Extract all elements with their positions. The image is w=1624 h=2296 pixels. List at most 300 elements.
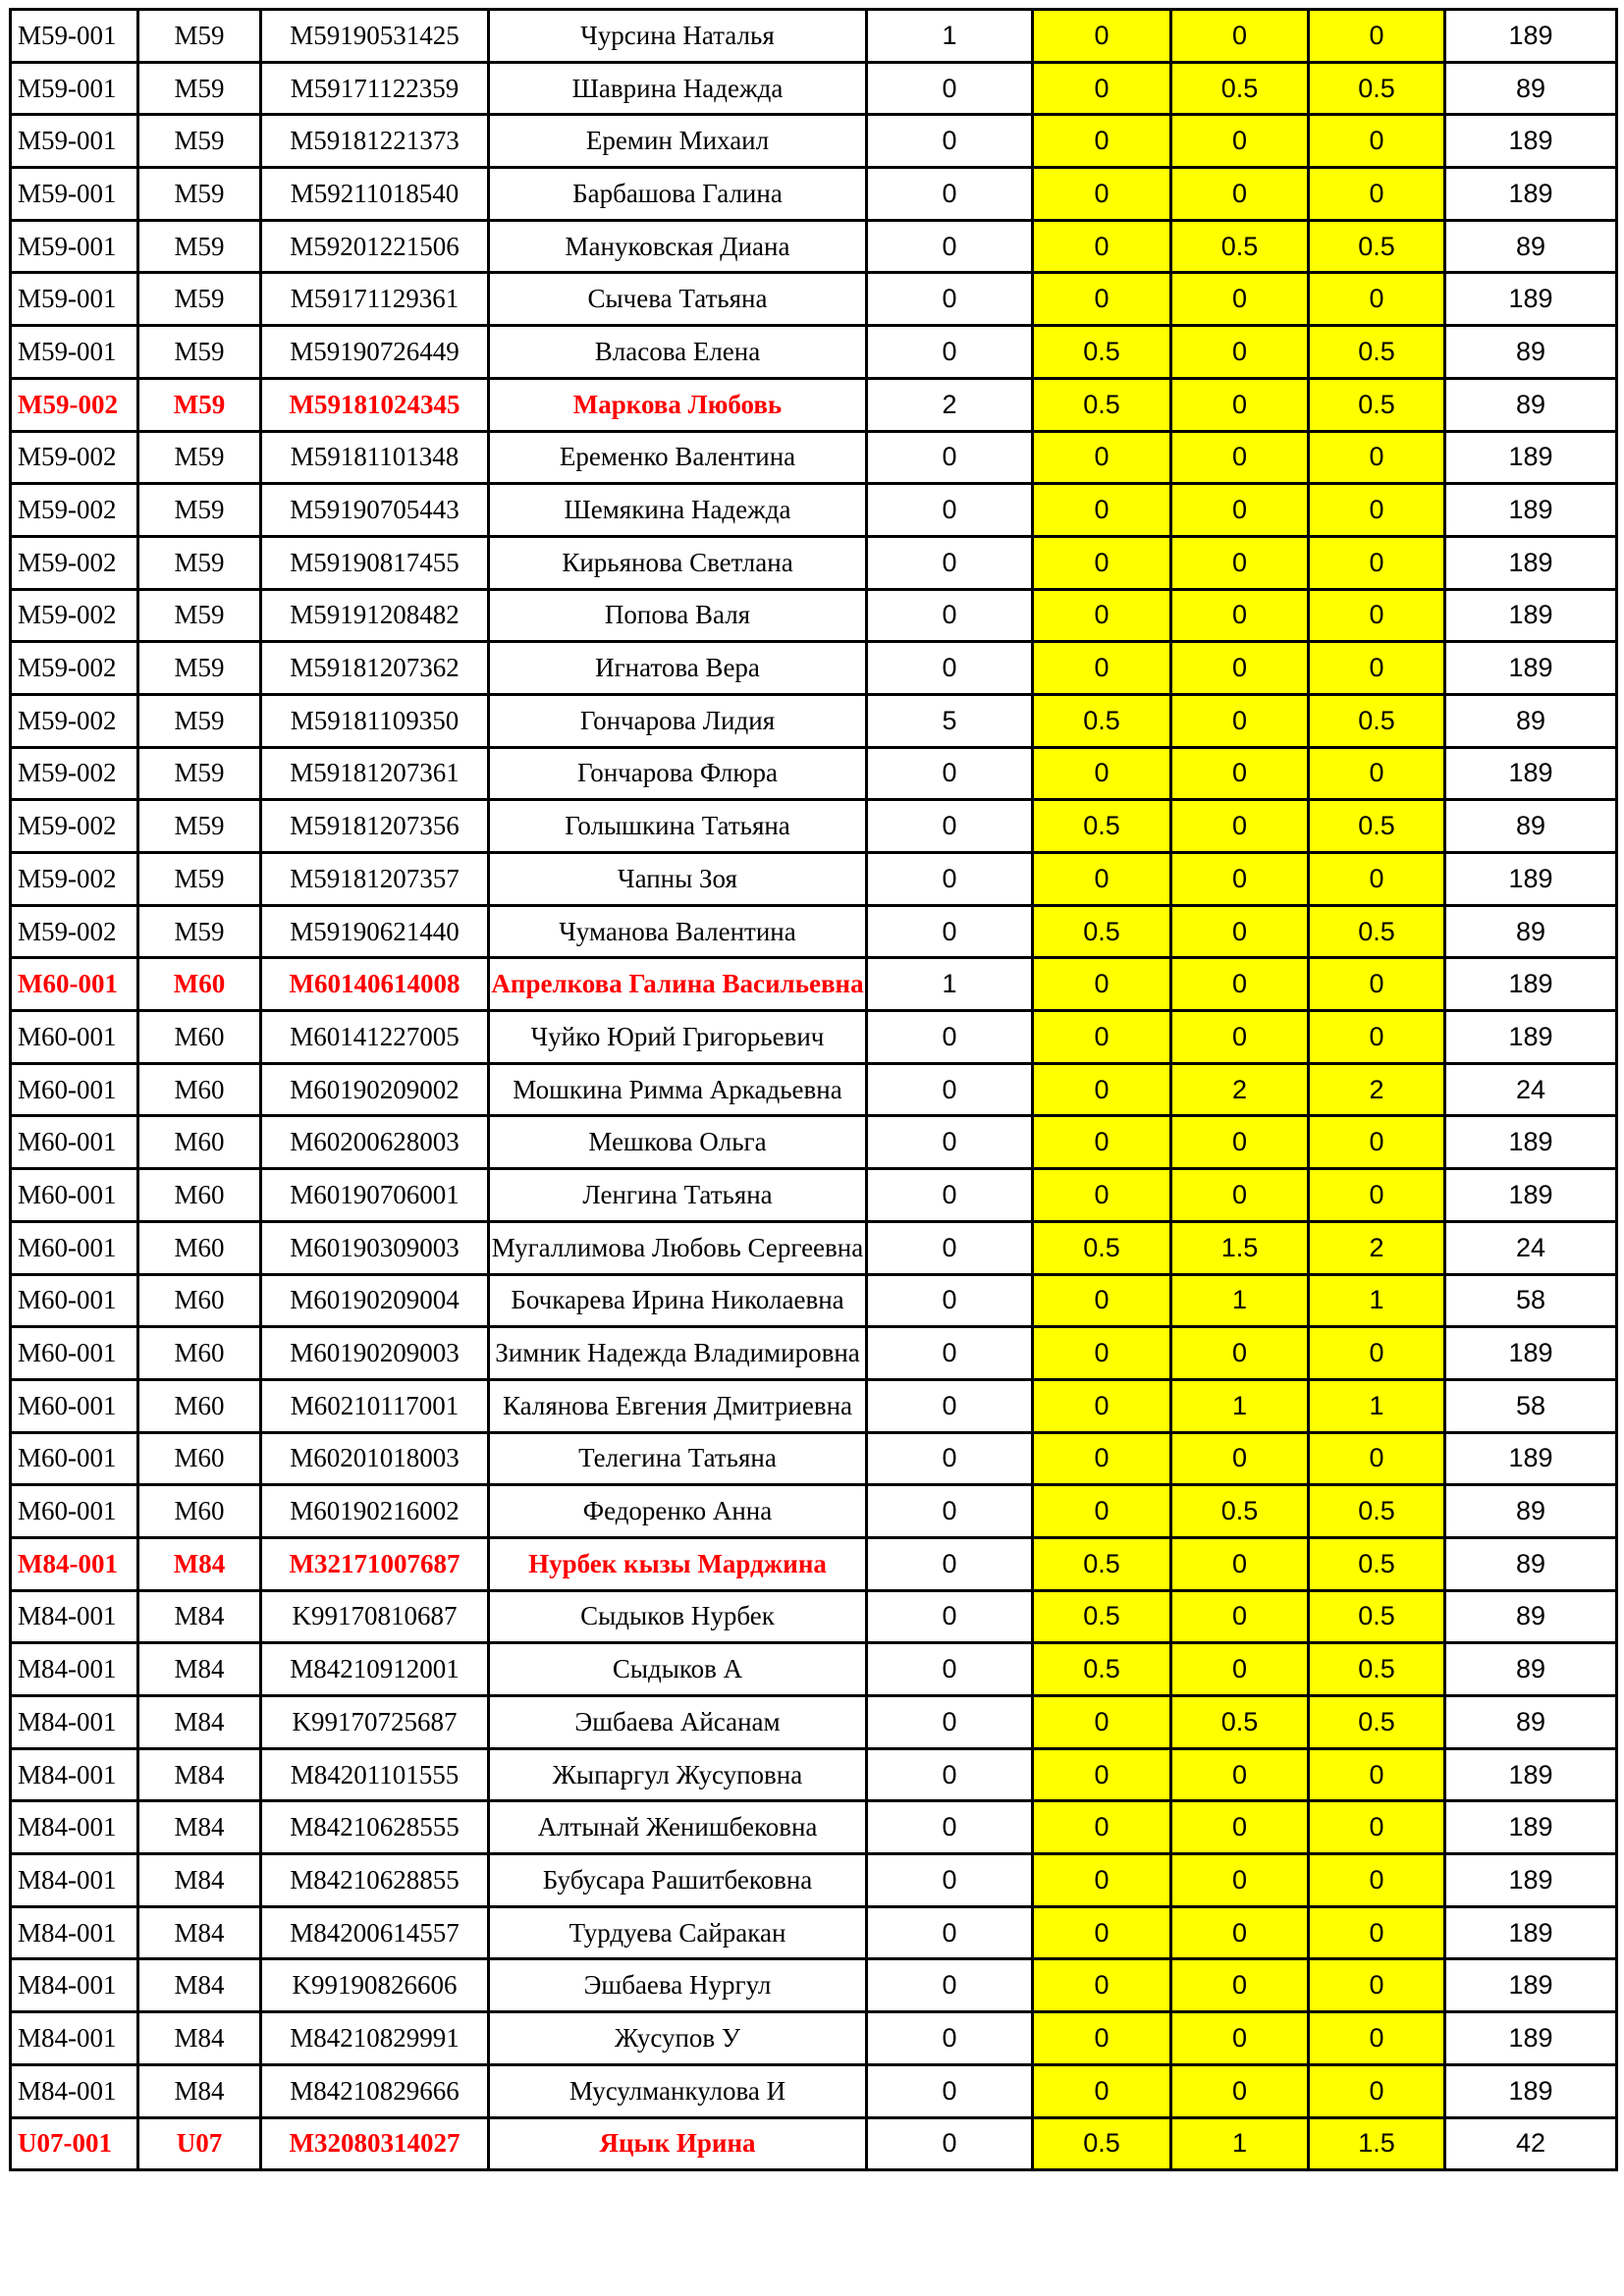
branch-cell: M60 [138, 958, 261, 1011]
value-b-cell: 0 [1171, 1643, 1309, 1696]
member-id-cell: M84200614557 [261, 1906, 489, 1959]
rank-cell: 89 [1445, 1696, 1617, 1749]
table-row [11, 431, 1617, 484]
value-a-cell: 0 [1033, 1063, 1171, 1116]
name-cell: Ленгина Татьяна [489, 1169, 867, 1222]
rank-cell: 42 [1445, 2117, 1617, 2170]
branch-cell: M59 [138, 694, 261, 747]
member-id-cell: M59191208482 [261, 589, 489, 642]
branch-cell: M59 [138, 747, 261, 800]
group-code-cell: M59-001 [11, 10, 138, 63]
member-id-cell: M84210829991 [261, 2012, 489, 2065]
rank-cell: 24 [1445, 1063, 1617, 1116]
member-id-cell: M59190705443 [261, 484, 489, 537]
group-code-cell: M60-001 [11, 1116, 138, 1169]
name-cell: Эшбаева Айсанам [489, 1696, 867, 1749]
branch-cell: M84 [138, 1590, 261, 1643]
table-row [11, 1011, 1617, 1064]
value-b-cell: 0 [1171, 2012, 1309, 2065]
count-cell: 0 [867, 747, 1033, 800]
name-cell: Игнатова Вера [489, 642, 867, 695]
value-b-cell: 0 [1171, 1327, 1309, 1380]
group-code-cell: M59-002 [11, 694, 138, 747]
group-code-cell: M59-002 [11, 853, 138, 906]
table-row [11, 642, 1617, 695]
table-row [11, 1801, 1617, 1854]
value-a-cell: 0.5 [1033, 905, 1171, 958]
count-cell: 0 [867, 1432, 1033, 1485]
value-a-cell: 0 [1033, 1854, 1171, 1907]
value-a-cell: 0 [1033, 1906, 1171, 1959]
group-code-cell: M59-002 [11, 431, 138, 484]
count-cell: 0 [867, 1485, 1033, 1538]
name-cell: Барбашова Галина [489, 168, 867, 221]
value-a-cell: 0 [1033, 589, 1171, 642]
data-table [9, 8, 1618, 2171]
value-a-cell: 0 [1033, 1959, 1171, 2012]
rank-cell: 89 [1445, 378, 1617, 431]
value-b-cell: 0 [1171, 958, 1309, 1011]
branch-cell: M59 [138, 115, 261, 168]
member-id-cell: M60141227005 [261, 1011, 489, 1064]
value-b-cell: 0 [1171, 800, 1309, 853]
value-a-cell: 0 [1033, 168, 1171, 221]
count-cell: 0 [867, 2012, 1033, 2065]
count-cell: 0 [867, 589, 1033, 642]
count-cell: 0 [867, 1696, 1033, 1749]
rank-cell: 189 [1445, 853, 1617, 906]
branch-cell: M84 [138, 1801, 261, 1854]
value-a-cell: 0.5 [1033, 1221, 1171, 1274]
branch-cell: M60 [138, 1274, 261, 1327]
branch-cell: M59 [138, 484, 261, 537]
branch-cell: M59 [138, 220, 261, 273]
name-cell: Кирьянова Светлана [489, 536, 867, 589]
rank-cell: 24 [1445, 1221, 1617, 1274]
table-row [11, 1485, 1617, 1538]
count-cell: 0 [867, 536, 1033, 589]
count-cell: 0 [867, 642, 1033, 695]
value-b-cell: 0 [1171, 1748, 1309, 1801]
table-row [11, 694, 1617, 747]
value-total-cell: 1.5 [1309, 2117, 1445, 2170]
count-cell: 0 [867, 1801, 1033, 1854]
count-cell: 0 [867, 2117, 1033, 2170]
name-cell: Жыпаргул Жусуповна [489, 1748, 867, 1801]
table-row [11, 1221, 1617, 1274]
branch-cell: M59 [138, 10, 261, 63]
rank-cell: 189 [1445, 168, 1617, 221]
value-a-cell: 0 [1033, 484, 1171, 537]
member-id-cell: M59181024345 [261, 378, 489, 431]
table-row [11, 1906, 1617, 1959]
name-cell: Шемякина Надежда [489, 484, 867, 537]
group-code-cell: M84-001 [11, 1906, 138, 1959]
value-total-cell: 0.5 [1309, 1696, 1445, 1749]
count-cell: 5 [867, 694, 1033, 747]
branch-cell: M84 [138, 1748, 261, 1801]
branch-cell: M59 [138, 62, 261, 115]
member-id-cell: M60190209003 [261, 1327, 489, 1380]
rank-cell: 89 [1445, 1590, 1617, 1643]
table-row [11, 2012, 1617, 2065]
table-row [11, 1748, 1617, 1801]
value-b-cell: 0 [1171, 694, 1309, 747]
group-code-cell: M84-001 [11, 1854, 138, 1907]
group-code-cell: M60-001 [11, 1169, 138, 1222]
rank-cell: 189 [1445, 484, 1617, 537]
value-total-cell: 0 [1309, 536, 1445, 589]
count-cell: 0 [867, 1116, 1033, 1169]
branch-cell: M84 [138, 1643, 261, 1696]
name-cell: Попова Валя [489, 589, 867, 642]
member-id-cell: M84201101555 [261, 1748, 489, 1801]
value-b-cell: 0 [1171, 2064, 1309, 2117]
branch-cell: M60 [138, 1432, 261, 1485]
rank-cell: 89 [1445, 694, 1617, 747]
name-cell: Шаврина Надежда [489, 62, 867, 115]
value-b-cell: 0 [1171, 1590, 1309, 1643]
member-id-cell: K99170810687 [261, 1590, 489, 1643]
group-code-cell: M84-001 [11, 1959, 138, 2012]
table-row [11, 800, 1617, 853]
group-code-cell: M60-001 [11, 1432, 138, 1485]
member-id-cell: M60190209002 [261, 1063, 489, 1116]
value-a-cell: 0 [1033, 431, 1171, 484]
count-cell: 0 [867, 1854, 1033, 1907]
rank-cell: 189 [1445, 2012, 1617, 2065]
value-b-cell: 0 [1171, 10, 1309, 63]
count-cell: 0 [867, 853, 1033, 906]
rank-cell: 189 [1445, 431, 1617, 484]
table-row [11, 326, 1617, 379]
count-cell: 0 [867, 115, 1033, 168]
count-cell: 0 [867, 1379, 1033, 1432]
table-row [11, 273, 1617, 326]
value-b-cell: 0.5 [1171, 1485, 1309, 1538]
table-row [11, 115, 1617, 168]
rank-cell: 89 [1445, 326, 1617, 379]
rank-cell: 189 [1445, 10, 1617, 63]
table-row [11, 1116, 1617, 1169]
count-cell: 0 [867, 1327, 1033, 1380]
value-b-cell: 0 [1171, 642, 1309, 695]
member-id-cell: M60190309003 [261, 1221, 489, 1274]
branch-cell: M59 [138, 589, 261, 642]
group-code-cell: M84-001 [11, 1801, 138, 1854]
member-id-cell: M60190216002 [261, 1485, 489, 1538]
value-a-cell: 0 [1033, 853, 1171, 906]
value-b-cell: 0 [1171, 1169, 1309, 1222]
value-total-cell: 0 [1309, 747, 1445, 800]
table-body [11, 10, 1617, 2170]
value-b-cell: 0 [1171, 1854, 1309, 1907]
table-row [11, 484, 1617, 537]
group-code-cell: M59-002 [11, 378, 138, 431]
value-b-cell: 1 [1171, 1274, 1309, 1327]
group-code-cell: M59-002 [11, 800, 138, 853]
count-cell: 0 [867, 1959, 1033, 2012]
group-code-cell: M84-001 [11, 1696, 138, 1749]
value-b-cell: 0 [1171, 1011, 1309, 1064]
value-total-cell: 0 [1309, 1959, 1445, 2012]
rank-cell: 189 [1445, 1327, 1617, 1380]
branch-cell: M60 [138, 1327, 261, 1380]
group-code-cell: M59-001 [11, 220, 138, 273]
name-cell: Турдуева Сайракан [489, 1906, 867, 1959]
table-row [11, 1696, 1617, 1749]
value-total-cell: 0.5 [1309, 800, 1445, 853]
value-b-cell: 1 [1171, 1379, 1309, 1432]
value-b-cell: 0 [1171, 115, 1309, 168]
value-a-cell: 0 [1033, 1327, 1171, 1380]
value-total-cell: 0 [1309, 642, 1445, 695]
value-a-cell: 0 [1033, 1485, 1171, 1538]
count-cell: 0 [867, 220, 1033, 273]
name-cell: Власова Елена [489, 326, 867, 379]
branch-cell: M84 [138, 1696, 261, 1749]
branch-cell: M59 [138, 642, 261, 695]
value-a-cell: 0.5 [1033, 694, 1171, 747]
value-b-cell: 0 [1171, 273, 1309, 326]
name-cell: Чуманова Валентина [489, 905, 867, 958]
value-b-cell: 0 [1171, 168, 1309, 221]
rank-cell: 58 [1445, 1379, 1617, 1432]
branch-cell: M59 [138, 326, 261, 379]
rank-cell: 189 [1445, 642, 1617, 695]
value-a-cell: 0 [1033, 536, 1171, 589]
group-code-cell: M84-001 [11, 2012, 138, 2065]
value-total-cell: 0 [1309, 2064, 1445, 2117]
name-cell: Мошкина Римма Аркадьевна [489, 1063, 867, 1116]
table-row [11, 168, 1617, 221]
group-code-cell: M59-002 [11, 642, 138, 695]
table-row [11, 2064, 1617, 2117]
rank-cell: 89 [1445, 800, 1617, 853]
group-code-cell: M84-001 [11, 1537, 138, 1590]
group-code-cell: M59-001 [11, 115, 138, 168]
rank-cell: 189 [1445, 273, 1617, 326]
name-cell: Гончарова Лидия [489, 694, 867, 747]
value-total-cell: 0 [1309, 1432, 1445, 1485]
value-b-cell: 0 [1171, 431, 1309, 484]
member-id-cell: M59181207362 [261, 642, 489, 695]
branch-cell: M59 [138, 378, 261, 431]
member-id-cell: M59190531425 [261, 10, 489, 63]
value-total-cell: 0 [1309, 1906, 1445, 1959]
value-a-cell: 0 [1033, 958, 1171, 1011]
table-row [11, 1432, 1617, 1485]
member-id-cell: M60190209004 [261, 1274, 489, 1327]
name-cell: Еремин Михаил [489, 115, 867, 168]
group-code-cell: M59-002 [11, 905, 138, 958]
value-b-cell: 0 [1171, 905, 1309, 958]
table-row [11, 1327, 1617, 1380]
group-code-cell: M84-001 [11, 2064, 138, 2117]
value-a-cell: 0 [1033, 1801, 1171, 1854]
table-row [11, 589, 1617, 642]
value-total-cell: 0.5 [1309, 1485, 1445, 1538]
value-b-cell: 0 [1171, 1116, 1309, 1169]
branch-cell: M84 [138, 1959, 261, 2012]
value-total-cell: 0 [1309, 484, 1445, 537]
value-total-cell: 0.5 [1309, 905, 1445, 958]
group-code-cell: M59-001 [11, 168, 138, 221]
value-total-cell: 0.5 [1309, 1643, 1445, 1696]
rank-cell: 189 [1445, 1959, 1617, 2012]
value-total-cell: 0 [1309, 168, 1445, 221]
count-cell: 0 [867, 326, 1033, 379]
count-cell: 0 [867, 1590, 1033, 1643]
name-cell: Мугаллимова Любовь Сергеевна [489, 1221, 867, 1274]
name-cell: Эшбаева Нургул [489, 1959, 867, 2012]
value-a-cell: 0.5 [1033, 326, 1171, 379]
member-id-cell: M60140614008 [261, 958, 489, 1011]
rank-cell: 189 [1445, 747, 1617, 800]
branch-cell: M60 [138, 1116, 261, 1169]
count-cell: 0 [867, 1221, 1033, 1274]
value-a-cell: 0.5 [1033, 2117, 1171, 2170]
value-b-cell: 0.5 [1171, 220, 1309, 273]
group-code-cell: M84-001 [11, 1643, 138, 1696]
value-a-cell: 0 [1033, 747, 1171, 800]
value-b-cell: 0 [1171, 853, 1309, 906]
name-cell: Апрелкова Галина Васильевна [489, 958, 867, 1011]
name-cell: Калянова Евгения Дмитриевна [489, 1379, 867, 1432]
name-cell: Телегина Татьяна [489, 1432, 867, 1485]
table-row [11, 747, 1617, 800]
value-b-cell: 0 [1171, 378, 1309, 431]
value-a-cell: 0 [1033, 1274, 1171, 1327]
count-cell: 0 [867, 1906, 1033, 1959]
value-total-cell: 0.5 [1309, 326, 1445, 379]
branch-cell: M59 [138, 431, 261, 484]
value-total-cell: 0 [1309, 10, 1445, 63]
table-row [11, 536, 1617, 589]
member-id-cell: M59181221373 [261, 115, 489, 168]
name-cell: Жусупов У [489, 2012, 867, 2065]
name-cell: Сычева Татьяна [489, 273, 867, 326]
value-total-cell: 0 [1309, 1327, 1445, 1380]
table-row [11, 62, 1617, 115]
value-a-cell: 0 [1033, 1748, 1171, 1801]
group-code-cell: M84-001 [11, 1590, 138, 1643]
group-code-cell: M59-001 [11, 62, 138, 115]
table-row [11, 220, 1617, 273]
value-b-cell: 0.5 [1171, 1696, 1309, 1749]
name-cell: Федоренко Анна [489, 1485, 867, 1538]
member-id-cell: M84210912001 [261, 1643, 489, 1696]
name-cell: Бочкарева Ирина Николаевна [489, 1274, 867, 1327]
count-cell: 0 [867, 484, 1033, 537]
count-cell: 0 [867, 1063, 1033, 1116]
value-b-cell: 0 [1171, 1959, 1309, 2012]
rank-cell: 89 [1445, 1643, 1617, 1696]
rank-cell: 189 [1445, 115, 1617, 168]
value-a-cell: 0 [1033, 2012, 1171, 2065]
rank-cell: 189 [1445, 1748, 1617, 1801]
name-cell: Мусулманкулова И [489, 2064, 867, 2117]
table-row [11, 1379, 1617, 1432]
value-a-cell: 0.5 [1033, 1643, 1171, 1696]
value-a-cell: 0 [1033, 273, 1171, 326]
name-cell: Маркова Любовь [489, 378, 867, 431]
count-cell: 0 [867, 1537, 1033, 1590]
branch-cell: M60 [138, 1063, 261, 1116]
member-id-cell: M60200628003 [261, 1116, 489, 1169]
member-id-cell: K99190826606 [261, 1959, 489, 2012]
rank-cell: 89 [1445, 220, 1617, 273]
member-id-cell: K99170725687 [261, 1696, 489, 1749]
count-cell: 0 [867, 62, 1033, 115]
member-id-cell: M60201018003 [261, 1432, 489, 1485]
branch-cell: M59 [138, 905, 261, 958]
name-cell: Сыдыков А [489, 1643, 867, 1696]
count-cell: 0 [867, 800, 1033, 853]
member-id-cell: M32171007687 [261, 1537, 489, 1590]
member-id-cell: M59171122359 [261, 62, 489, 115]
branch-cell: M84 [138, 1854, 261, 1907]
table-row [11, 378, 1617, 431]
value-total-cell: 0.5 [1309, 1537, 1445, 1590]
group-code-cell: U07-001 [11, 2117, 138, 2170]
value-b-cell: 0 [1171, 1801, 1309, 1854]
member-id-cell: M59190817455 [261, 536, 489, 589]
value-a-cell: 0 [1033, 1116, 1171, 1169]
value-b-cell: 0 [1171, 589, 1309, 642]
value-a-cell: 0.5 [1033, 800, 1171, 853]
member-id-cell: M59181207356 [261, 800, 489, 853]
group-code-cell: M59-002 [11, 747, 138, 800]
member-id-cell: M59211018540 [261, 168, 489, 221]
name-cell: Еременко Валентина [489, 431, 867, 484]
table-row [11, 10, 1617, 63]
branch-cell: M84 [138, 2064, 261, 2117]
value-a-cell: 0 [1033, 2064, 1171, 2117]
value-total-cell: 0 [1309, 1748, 1445, 1801]
value-b-cell: 1.5 [1171, 1221, 1309, 1274]
count-cell: 0 [867, 168, 1033, 221]
value-total-cell: 0 [1309, 958, 1445, 1011]
count-cell: 1 [867, 958, 1033, 1011]
name-cell: Нурбек кызы Марджина [489, 1537, 867, 1590]
member-id-cell: M60190706001 [261, 1169, 489, 1222]
table-row [11, 1169, 1617, 1222]
rank-cell: 189 [1445, 1011, 1617, 1064]
value-total-cell: 0 [1309, 273, 1445, 326]
value-b-cell: 2 [1171, 1063, 1309, 1116]
count-cell: 0 [867, 431, 1033, 484]
name-cell: Чапны Зоя [489, 853, 867, 906]
value-total-cell: 0.5 [1309, 220, 1445, 273]
table-row [11, 1063, 1617, 1116]
value-a-cell: 0.5 [1033, 1590, 1171, 1643]
value-total-cell: 0 [1309, 1854, 1445, 1907]
value-total-cell: 2 [1309, 1063, 1445, 1116]
name-cell: Сыдыков Нурбек [489, 1590, 867, 1643]
member-id-cell: M32080314027 [261, 2117, 489, 2170]
value-total-cell: 0 [1309, 1011, 1445, 1064]
count-cell: 0 [867, 1274, 1033, 1327]
value-a-cell: 0 [1033, 62, 1171, 115]
branch-cell: M84 [138, 1537, 261, 1590]
value-a-cell: 0 [1033, 220, 1171, 273]
branch-cell: M59 [138, 536, 261, 589]
value-total-cell: 0 [1309, 1116, 1445, 1169]
table-row [11, 1537, 1617, 1590]
rank-cell: 189 [1445, 536, 1617, 589]
table-row [11, 958, 1617, 1011]
